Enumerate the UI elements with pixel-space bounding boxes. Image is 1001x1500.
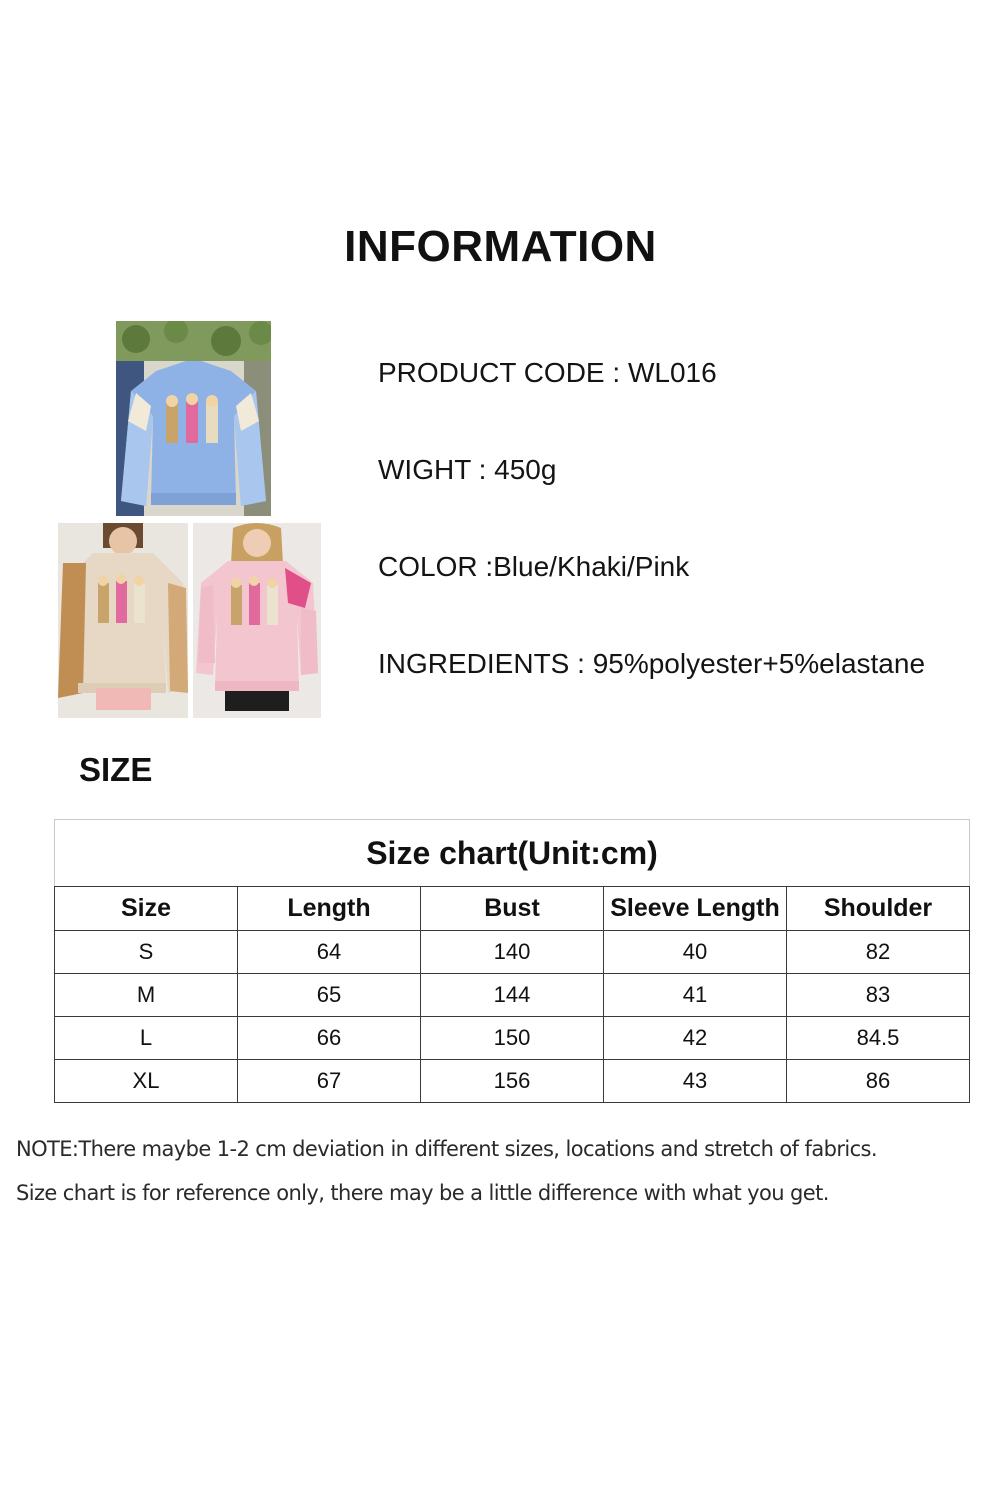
column-header-bust: Bust <box>421 887 604 931</box>
cell-shoulder: 82 <box>787 931 970 974</box>
size-chart-caption: Size chart(Unit:cm) <box>55 820 970 887</box>
product-photo-pink <box>193 523 321 718</box>
cell-length: 67 <box>238 1060 421 1103</box>
size-chart-header-row <box>55 887 970 931</box>
cell-size: M <box>55 974 238 1017</box>
cell-shoulder: 84.5 <box>787 1017 970 1060</box>
cell-bust: 140 <box>421 931 604 974</box>
cell-bust: 156 <box>421 1060 604 1103</box>
cell-shoulder: 83 <box>787 974 970 1017</box>
cell-length: 66 <box>238 1017 421 1060</box>
column-header-sleeve-length: Sleeve Length <box>604 887 787 931</box>
cell-length: 64 <box>238 931 421 974</box>
table-row <box>55 974 970 1017</box>
note-text: Size chart is for reference only, there may be a little difference with what you get. <box>16 1181 829 1205</box>
table-row <box>55 1017 970 1060</box>
table-row <box>55 931 970 974</box>
ingredients-text: INGREDIENTS : 95%polyester+5%elastane <box>378 648 926 679</box>
column-header-length: Length <box>238 887 421 931</box>
cell-sleeve-length: 41 <box>604 974 787 1017</box>
cell-sleeve-length: 43 <box>604 1060 787 1103</box>
cell-sleeve-length: 40 <box>604 931 787 974</box>
cell-sleeve-length: 42 <box>604 1017 787 1060</box>
table-row <box>55 1060 970 1103</box>
column-header-shoulder: Shoulder <box>787 887 970 931</box>
cell-shoulder: 86 <box>787 1060 970 1103</box>
color-text: COLOR :Blue/Khaki/Pink <box>378 551 690 582</box>
size-heading: SIZE <box>79 751 153 788</box>
cell-bust: 144 <box>421 974 604 1017</box>
cell-size: S <box>55 931 238 974</box>
weight-text: WIGHT : 450g <box>378 454 557 485</box>
cell-size: L <box>55 1017 238 1060</box>
product-photo-khaki <box>58 523 188 718</box>
size-chart-table <box>54 819 970 1103</box>
page-title: INFORMATION <box>344 222 657 271</box>
cell-size: XL <box>55 1060 238 1103</box>
note-text: NOTE:There maybe 1-2 cm deviation in different sizes, locations and stretch of fabrics. <box>16 1137 877 1161</box>
cell-length: 65 <box>238 974 421 1017</box>
cell-bust: 150 <box>421 1017 604 1060</box>
column-header-size: Size <box>55 887 238 931</box>
size-chart-caption-row <box>55 820 970 887</box>
product-code-text: PRODUCT CODE : WL016 <box>378 357 717 388</box>
product-photo-blue <box>116 321 271 516</box>
